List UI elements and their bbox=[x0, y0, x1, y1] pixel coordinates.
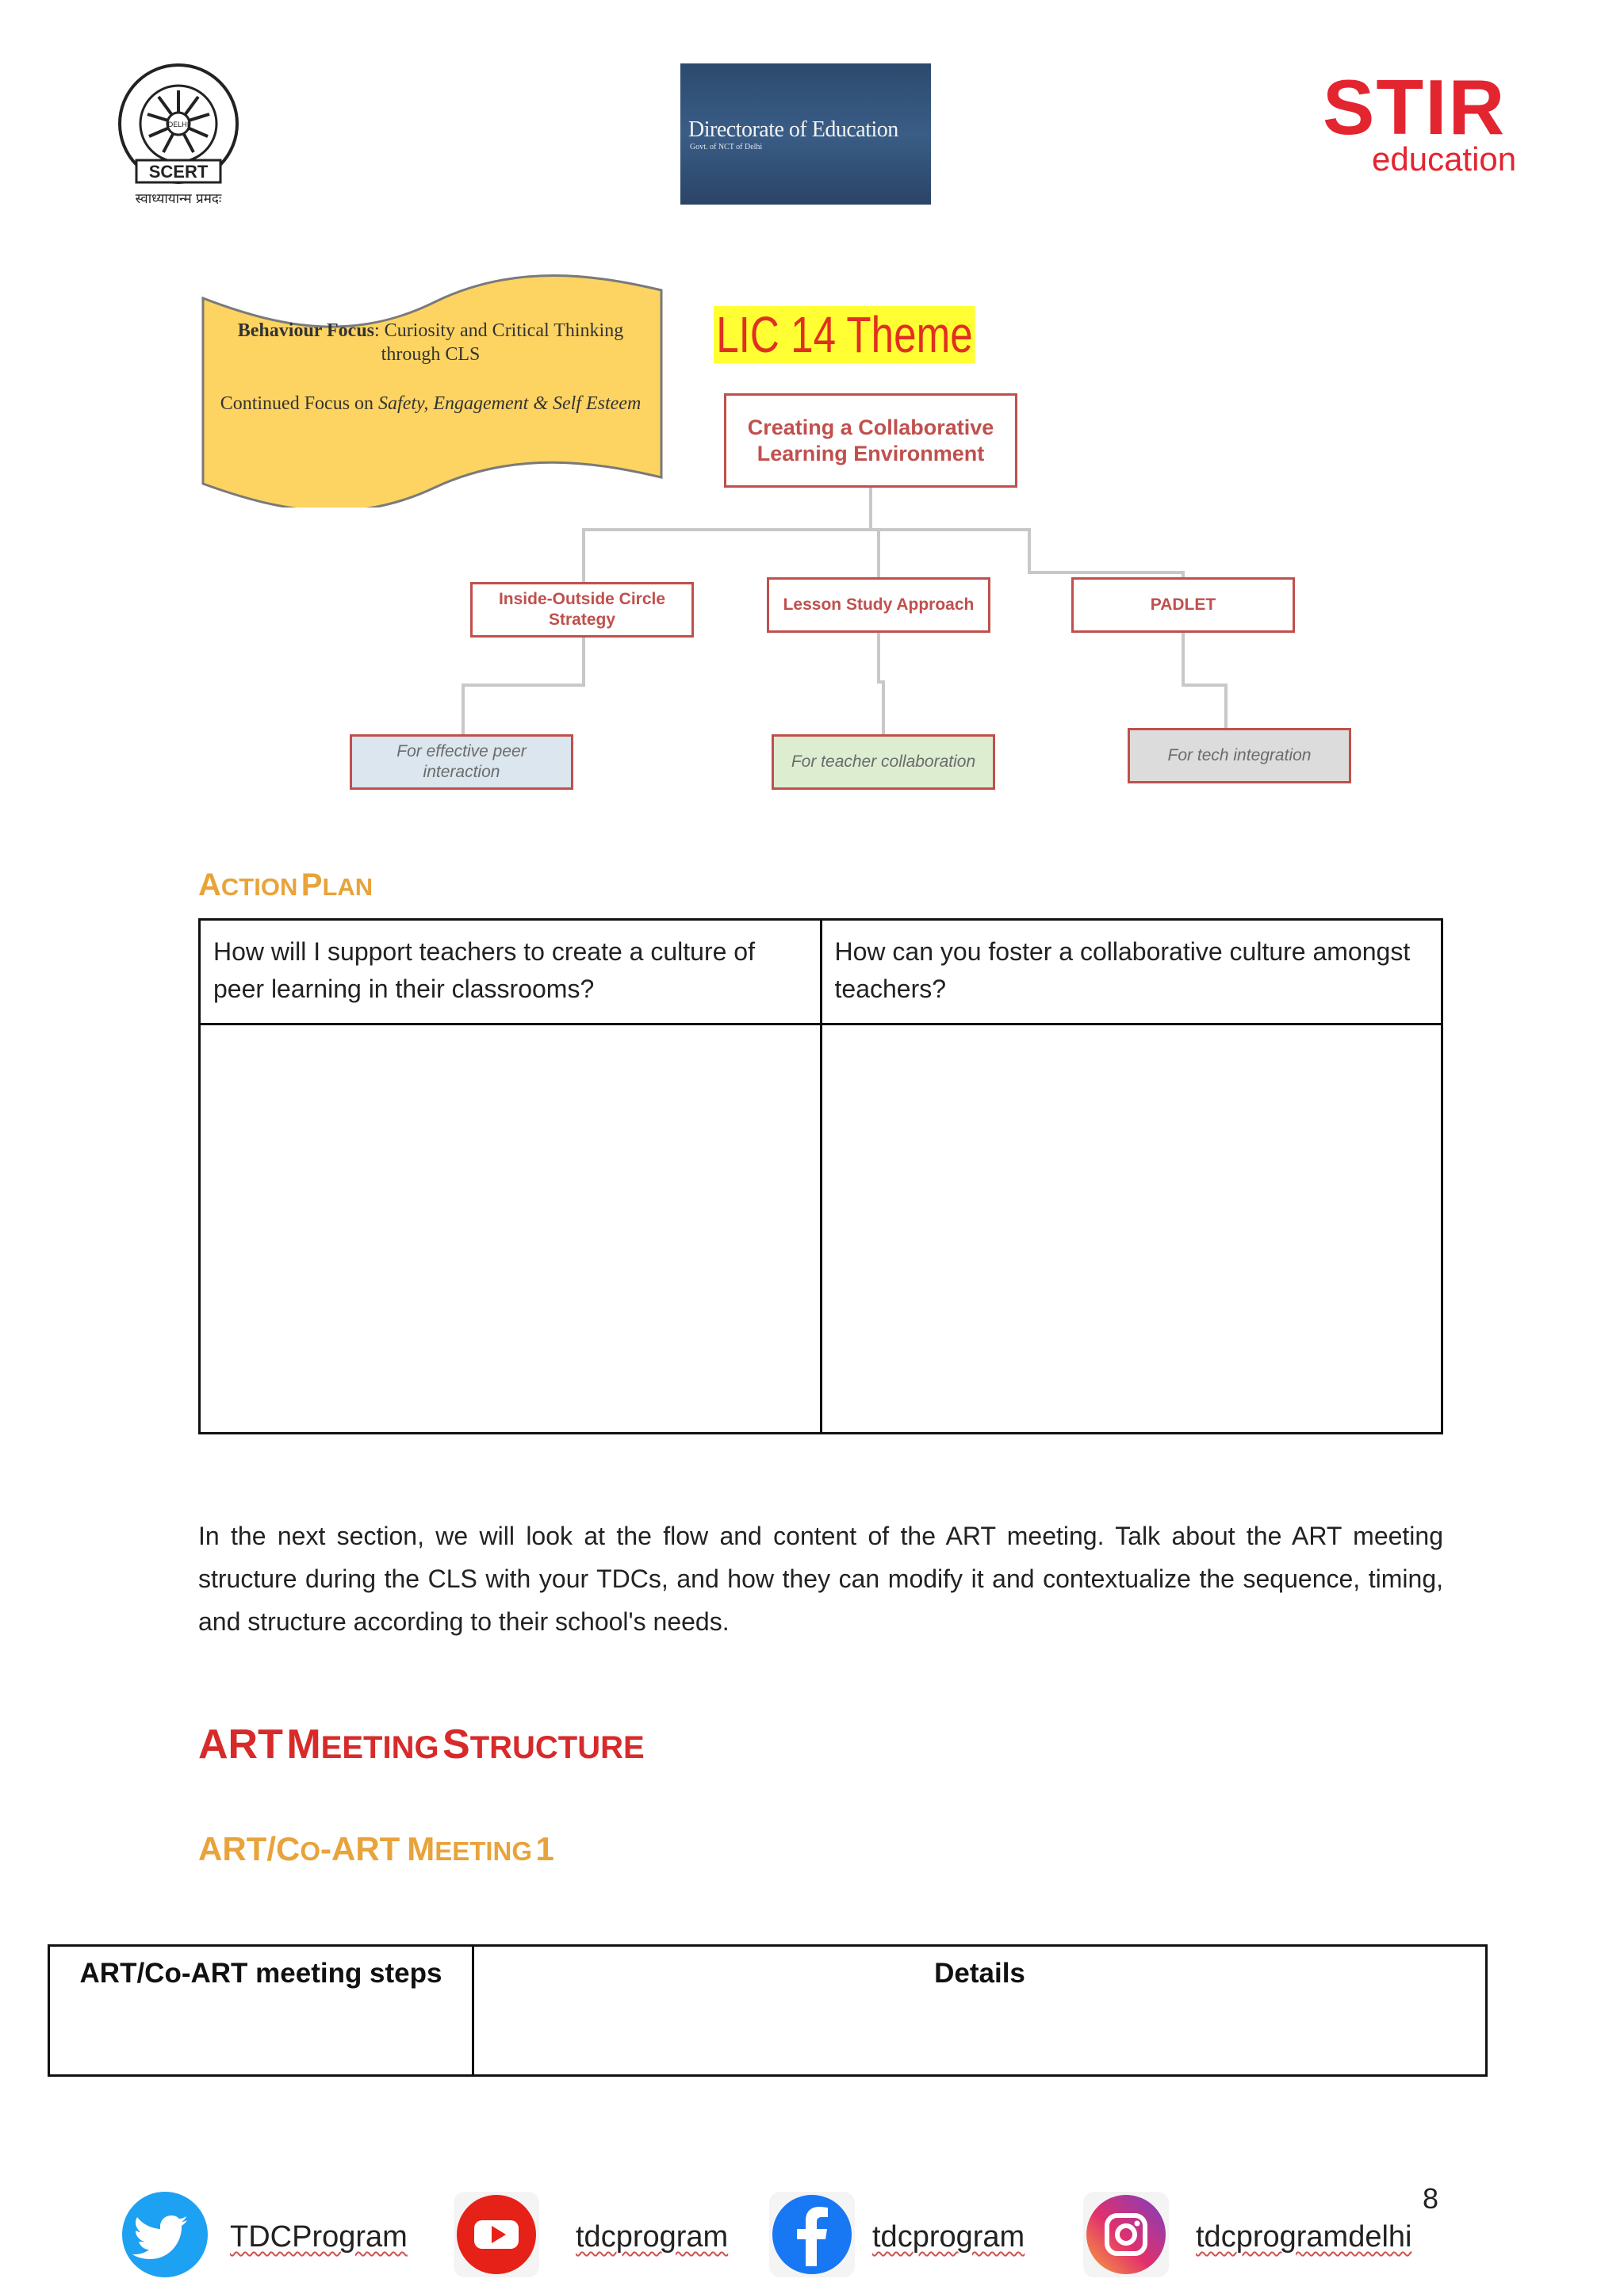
action-plan-question-2: How can you foster a collaborative culture amongst teachers? bbox=[821, 920, 1442, 1024]
scert-logo-center: DELHI bbox=[167, 121, 190, 128]
meeting-steps-header: ART/Co-ART meeting steps bbox=[49, 1946, 473, 2076]
art-meeting-structure-heading: ART MEETING STRUCTURE bbox=[198, 1721, 645, 1767]
stir-logo-sub: education bbox=[1372, 140, 1517, 178]
instagram-icon[interactable] bbox=[1082, 2190, 1170, 2279]
meeting-steps-table bbox=[48, 1944, 1488, 2077]
intro-paragraph: In the next section, we will look at the flow and content of the ART meeting. Talk about the ART meeting structure during the CLS with your TDCs, and how they can modify it and contextualize the sequence, timing, and structure according to their school's needs. bbox=[198, 1522, 1443, 1636]
detail-tech-integration: For tech integration bbox=[1128, 728, 1351, 783]
branch-inside-outside-circle: Inside-Outside Circle Strategy bbox=[470, 582, 694, 638]
theme-title: LIC 14 Theme bbox=[714, 306, 975, 363]
action-plan-answer-1[interactable] bbox=[200, 1024, 822, 1434]
focus-label: Behaviour Focus bbox=[237, 320, 375, 341]
continued-focus: Safety, Engagement & Self Esteem bbox=[378, 393, 642, 414]
focus-text: : Curiosity and Critical Thinking through CLS bbox=[374, 320, 624, 365]
twitter-icon[interactable] bbox=[121, 2190, 209, 2279]
doe-title: Directorate of Education bbox=[688, 117, 898, 142]
stir-logo-word: STIR bbox=[1323, 63, 1507, 151]
root-theme-box: Creating a Collaborative Learning Environment bbox=[724, 393, 1017, 488]
action-plan-heading: ACTION PLAN bbox=[198, 867, 373, 902]
action-plan-question-1: How will I support teachers to create a culture of peer learning in their classrooms? bbox=[200, 920, 822, 1024]
meeting-details-header: Details bbox=[473, 1946, 1487, 2076]
page-number: 8 bbox=[1423, 2182, 1439, 2215]
twitter-handle[interactable]: TDCProgram bbox=[230, 2220, 408, 2254]
detail-peer-interaction: For effective peer interaction bbox=[350, 734, 573, 790]
branch-padlet: PADLET bbox=[1071, 577, 1295, 633]
facebook-handle[interactable]: tdcprogram bbox=[872, 2220, 1025, 2254]
continued-prefix: Continued Focus on bbox=[220, 393, 379, 414]
youtube-icon[interactable] bbox=[452, 2190, 541, 2279]
doe-subtitle: Govt. of NCT of Delhi bbox=[690, 143, 763, 151]
scert-motto: स्वाध्यायान्म प्रमदः bbox=[135, 191, 222, 207]
instagram-handle[interactable]: tdcprogramdelhi bbox=[1196, 2220, 1412, 2254]
facebook-icon[interactable] bbox=[768, 2190, 856, 2279]
action-plan-table bbox=[198, 918, 1443, 1434]
scert-logo-text: SCERT bbox=[148, 162, 209, 182]
meeting-1-heading: ART/CO-ART MEETING 1 bbox=[198, 1830, 554, 1867]
youtube-handle[interactable]: tdcprogram bbox=[576, 2220, 729, 2254]
detail-teacher-collaboration: For teacher collaboration bbox=[772, 734, 995, 790]
action-plan-answer-2[interactable] bbox=[821, 1024, 1442, 1434]
branch-lesson-study: Lesson Study Approach bbox=[767, 577, 990, 633]
